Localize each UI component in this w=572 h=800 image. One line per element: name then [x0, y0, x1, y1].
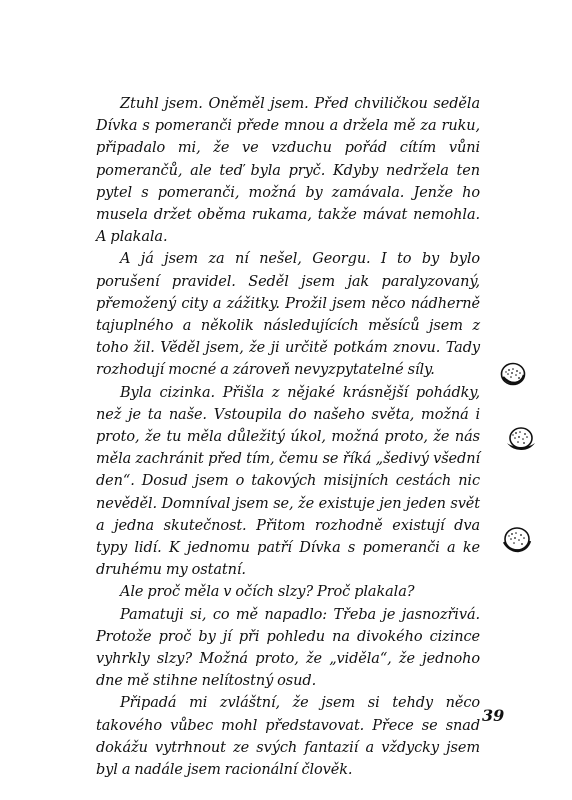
body-text [96, 93, 480, 781]
orange-icon [500, 362, 526, 386]
paragraph: Ale proč měla v očích slzy? Proč plakala? [120, 584, 415, 601]
orange-icon [502, 526, 532, 554]
orange-icon [506, 426, 536, 452]
paragraph: Ztuhl jsem. Oněměl jsem. Před chviličkou seděla Dívka s pomeranči přede mnou a držela mě za ruku, připadalo mi, že ve vzduchu pořád cítím vůni pomerančů, ale teď byla pryč. Kdyby nedržela ten pytel s pomeranči, možná by zamávala. Jenže ho musela držet oběma rukama, takže mávat nemohla. A plakala. [96, 96, 480, 246]
page-number: 39 [482, 706, 505, 725]
paragraph: Byla cizinka. Přišla z nějaké krásnější pohádky, než je ta naše. Vstoupila do našeho světa, možná i proto, že tu měla důležitý úkol, možná proto, že nás měla zachránit před tím, čemu se říká „šedivý všední den“. Dosud jsem o takových misijních cestách nic nevěděl. Domníval jsem se, že existuje jen jeden svět a jedna skutečnost. Přitom rozhodně existují dva typy lidí. K jednomu patří Dívka s pomeranči a ke druhému my ostatní. [96, 384, 480, 579]
paragraph: Připadá mi zvláštní, že jsem si tehdy něco takového vůbec mohl představovat. Přece se snad dokážu vytrhnout ze svých fantazií a vždycky jsem byl a nadále jsem racionální člověk. [96, 695, 480, 779]
paragraph: A já jsem za ní nešel, Georgu. I to by bylo porušení pravidel. Seděl jsem jak paralyzovaný, přemožený city a zážitky. Prožil jsem něco nádherně tajuplného a několik následujících měsíců jsem z toho žil. Věděl jsem, že ji určitě potkám znovu. Tady rozhodují mocné a zároveň nevyzpytatelné síly. [96, 251, 480, 379]
paragraph: Pamatuji si, co mě napadlo: Třeba je jasnozřivá. Protože proč by jí při pohledu na divokého cizince vyhrkly slzy? Možná proto, že „viděla“, že jednoho dne mě stihne nelítostný osud. [96, 606, 480, 690]
